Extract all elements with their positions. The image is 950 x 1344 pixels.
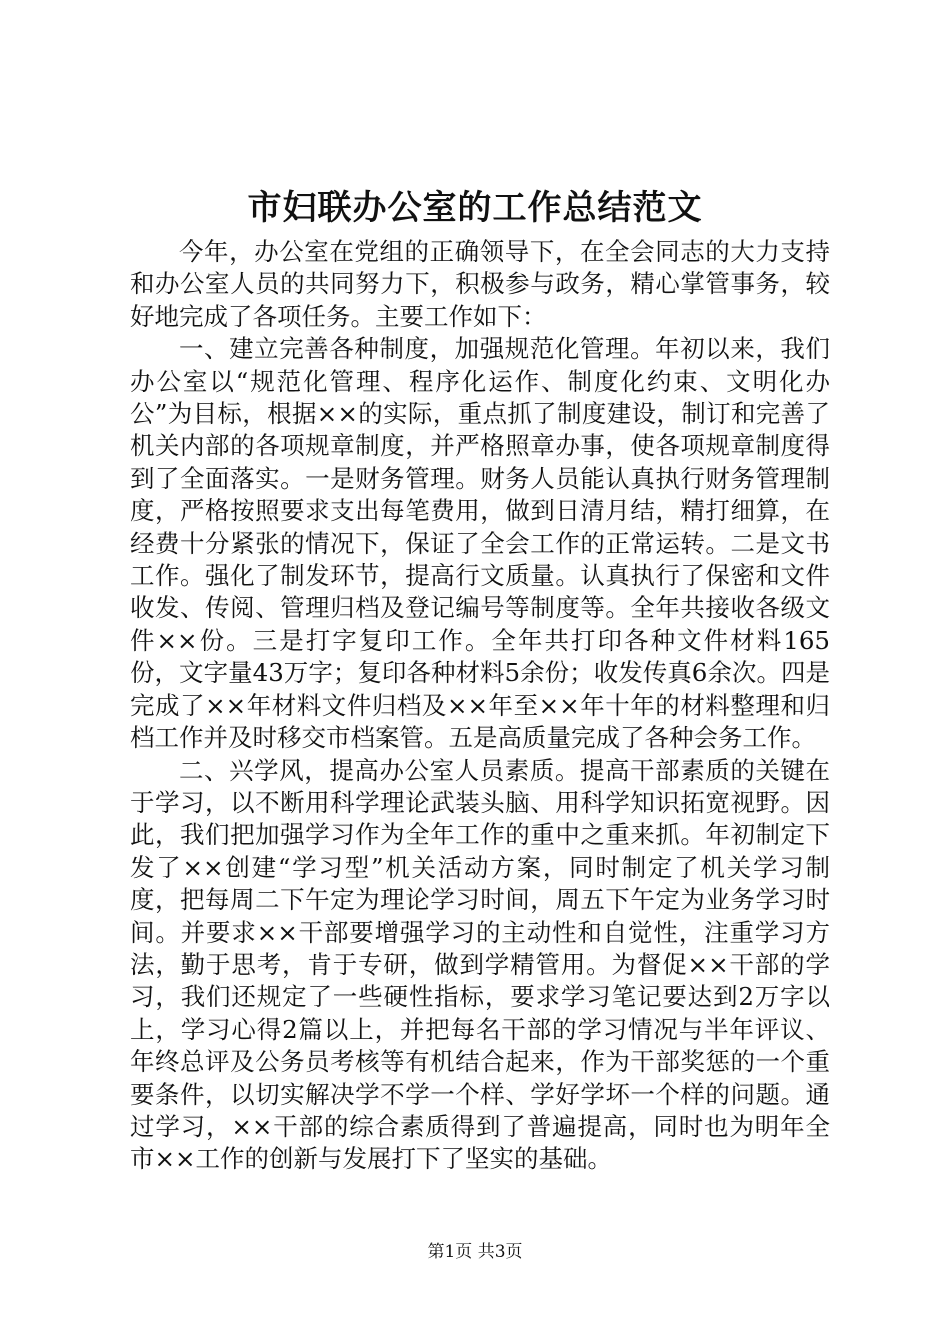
document-title: 市妇联办公室的工作总结范文 bbox=[247, 188, 703, 228]
page-number-footer: 第1页 共3页 bbox=[427, 1242, 523, 1262]
paragraph-section-1: 一、建立完善各种制度，加强规范化管理。年初以来，我们办公室以“规范化管理、程序化运作、制度化约束、文明化办公”为目标，根据××的实际，重点抓了制度建设，制订和完善了机关内部的各项规章制度，并严格照章办事，使各项规章制度得到了全面落实。一是财务管理。财务人员能认真执行财务管理制度，严格按照要求支出每笔费用，做到日清月结，精打细算，在经费十分紧张的情况下，保证了全会工作的正常运转。二是文书工作。强化了制发环节，提高行文质量。认真执行了保密和文件收发、传阅、管理归档及登记编号等制度等。全年共接收各级文件××份。三是打字复印工作。全年共打印各种文件材料165份，文字量43万字；复印各种材料5余份；收发传真6余次。四是完成了××年材料文件归档及××年至××年十年的材料整理和归档工作并及时移交市档案管。五是高质量完成了各种会务工作。 bbox=[130, 334, 830, 753]
paragraph-section-2: 二、兴学风，提高办公室人员素质。提高干部素质的关键在于学习，以不断用科学理论武装头脑、用科学知识拓宽视野。因此，我们把加强学习作为全年工作的重中之重来抓。年初制定下发了××创建“学习型”机关活动方案，同时制定了机关学习制度，把每周二下午定为理论学习时间，周五下午定为业务学习时间。并要求××干部要增强学习的主动性和自觉性，注重学习方法，勤于思考，肯于专研，做到学精管用。为督促××干部的学习，我们还规定了一些硬性指标，要求学习笔记要达到2万字以上，学习心得2篇以上，并把每名干部的学习情况与半年评议、年终总评及公务员考核等有机结合起来，作为干部奖惩的一个重要条件，以切实解决学不学一个样、学好学坏一个样的问题。通过学习，××干部的综合素质得到了普遍提高，同时也为明年全市××工作的创新与发展打下了坚实的基础。 bbox=[130, 755, 830, 1174]
paragraph-intro: 今年，办公室在党组的正确领导下，在全会同志的大力支持和办公室人员的共同努力下，积极参与政务，精心掌管事务，较好地完成了各项任务。主要工作如下： bbox=[130, 237, 830, 331]
document-body bbox=[130, 236, 830, 1176]
